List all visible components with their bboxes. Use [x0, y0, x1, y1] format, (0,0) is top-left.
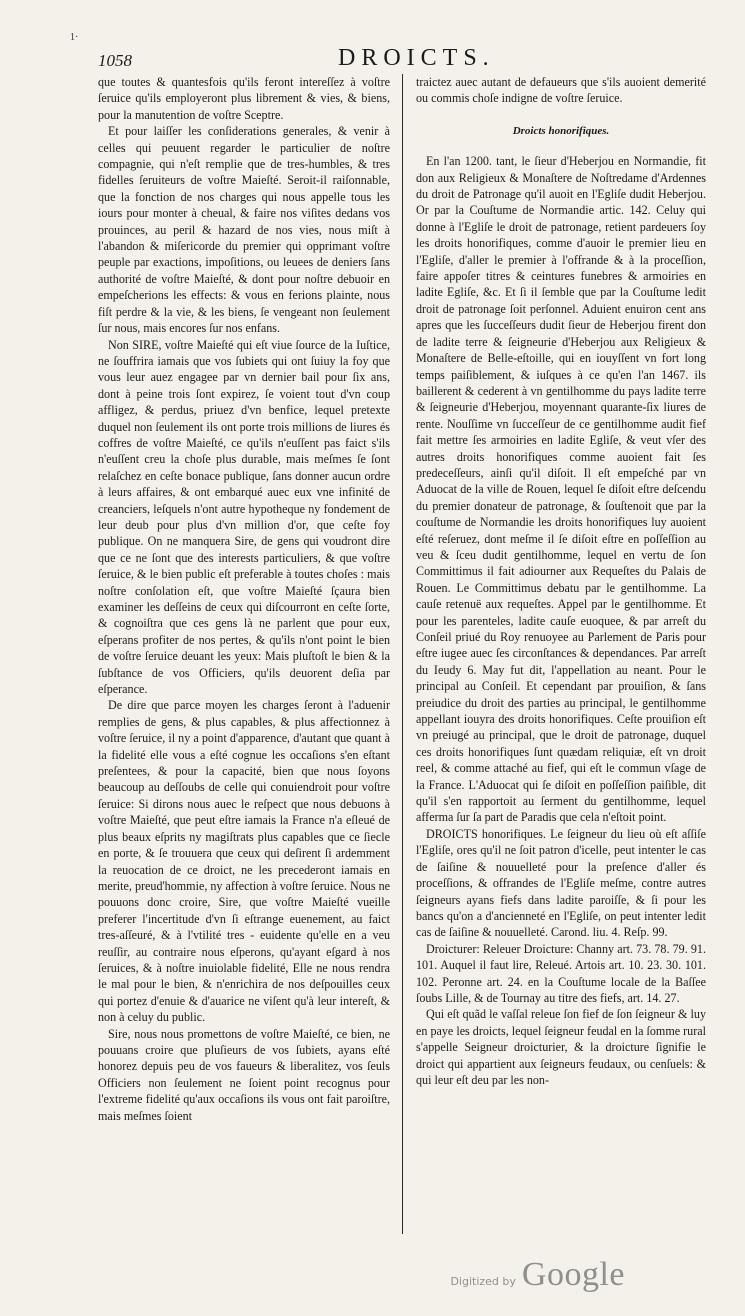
paragraph: Sire, nous nous promettons de voſtre Maieſté, ce bien, ne pouuans croire que pluſieurs de vos ſubiets, ayans eſté honorez depuis peu de vos faueurs & liberalitez, vos ſeuls Officiers non ſeulement ne ſoient point recognus pour l'extreme fidelité qu'aux occaſions ils vous ont fait paroiſtre, mais meſmes ſoient	[98, 1026, 390, 1123]
paragraph: Qui eſt quãd le vaſſal releue ſon fief de ſon ſeigneur & luy en paye les droicts, lequel ſeigneur feudal en la ſomme rural s'appelle Seigneur droicturier, & la droicture ſignifie le droict qui appartient aux ſeigneurs feudaux, ou cenſuels: & qui leur eſt deu par les non-	[416, 1007, 706, 1087]
column-divider	[402, 74, 403, 1234]
digitized-watermark	[450, 1256, 625, 1294]
paragraph: traictez auec autant de defaueurs que s'ils auoient demerité ou commis choſe indigne de voſtre ſeruice.	[416, 75, 706, 106]
page-number: 1058	[98, 51, 132, 70]
paragraph: Et pour laiſſer les conſiderations generales, & venir à celles qui peuuent regarder le particulier de noſtre compagnie, qui n'eſt remplie que de tres-humbles, & tres fidelles ſeruiteurs de voſtre Maieſté. Seroit-il raiſonnable, que la fonction de nos charges qui nous appelle tous les iours pour monter à cheual, & faire nos viſites dedans vos prouinces, au peril & hazard de nos vies, nous miſt à l'abandon & miſericorde du premier qui opprimant voſtre peuple par exactions, impoſitions, ou leuees de deniers ſans authorité de voſtre Maieſté, & dont pour noſtre debuoir en empeſcherions les effects: & vous en ferions plainte, nous fiſt perdre & la vie, & les biens, ſe vengeant non ſeulement ſur nous, mais encores ſur nos enfans.	[98, 124, 390, 336]
paragraph: Non SIRE, voſtre Maieſté qui eſt viue ſource de la Iuſtice, ne ſouffrira iamais que vos ſubiets qui ont ſuiuy la foy que vous leur auez engagee par vn dernier bail pour ſix ans, dont à peine trois ſont expirez, ſe voient tout d'vn coup affligez, & perdus, priuez d'vn benfice, lequel pretexte duquel non ſeulement ils ont porte trois millions de liures és coffres de voſtre Maieſté, ce qu'ils n'euſſent pas faict s'ils n'euſſent creu la choſe plus durable, mais meſmes ſe ſont relaſchez en ceſte bonace publique, ſans donner aucun ordre à leurs affaires, & ont embarqué auec eux vne infinité de creanciers, leſquels n'ont autre hypotheque ny fondement de leur deub pour plus d'vn million d'or, que ceſte foy publique. On ne manquera Sire, de gens qui voudront dire que ce ne ſont que des interests particuliers, & que voſtre ſeruice, & le bien public eſt preferable à toutes choſes : mais noſtre conſolation eſt, que voſtre Maieſté ſçaura bien examiner les deſſeins de ceux qui diſcourront en ceſte ſorte, & cognoiſtra que ces gens là ne parlent que pour eux, eſperans profiter de nos pertes, & qu'ils n'ont point le bien de voſtre ſeruice deuant les yeux: Mais pluſtoſt le bien & la ſubſtance de vos Officiers, qu'ils deuorent deſia par eſperance.	[98, 337, 390, 697]
running-title: DROICTS.	[338, 45, 495, 71]
left-column	[98, 74, 390, 1124]
paragraph: que toutes & quantesfois qu'ils feront intereſſez à voſtre ſeruice qu'ils employeront plus librement & vies, & biens, pour la manutention de voſtre Sceptre.	[98, 75, 390, 122]
paragraph: De dire que parce moyen les charges ſeront à l'aduenir remplies de gens, & plus capables, & plus affectionnez à voſtre ſeruice, il ny a point d'apparence, d'autant que quant à la fidelité elle vous a eſté cognue les occaſions s'en eſtant preſentees, & pour la capacité, bien que nous ſoyons beaucoup au deſſoubs de celle qui conuiendroit pour voſtre ſeruice: Si dirons nous auec le reſpect que nous debuons à voſtre Maieſté, que peut eſtre iamais la France n'a eſleué de plus beaux eſprits ny magiſtrats plus capables que ce ſiecle en porte, & ſe trouuera que ceux qui deſirent ſi ardemment la reuocation de ce droict, ne les precederont iamais en merite, preud'hommie, ny affection à voſtre ſeruice. Nous ne pouuons donc croire, Sire, que voſtre Maieſté vueille preferer l'incertitude d'vn ſi eſtrange euenement, au faict tres-aſſeuré, & à l'vtilité tres - euidente qu'elle en a veu reuſſir, au contraire nous eſperons, qu'ayant eſgard à nos ſeruices, & à noſtre inuiolable fidelité, Elle ne nous rendra le mal pour le bien, & n'enrichira de nos deſpouilles ceux qui portez d'enuie & d'auarice ne viſent qu'à leur intereſt, & non à celuy du public.	[98, 698, 390, 1025]
page-header	[98, 45, 698, 71]
right-column	[416, 74, 706, 1088]
google-logo: Google	[521, 1256, 625, 1293]
watermark-prefix: Digitized by	[450, 1275, 516, 1288]
paragraph: DROICTS honorifiques. Le ſeigneur du lieu où eſt aſſiſe l'Egliſe, ores qu'il ne ſoit patron d'icelle, peut intenter le cas de ſaiſine & nouuelleté pour la preſence d'aller és proceſſions, & offrandes de l'Egliſe meſme, contre autres ſeigneurs ayans fiefs dans ladite paroiſſe, & ſi pour les bancs qu'on a d'ancienneté en l'Egliſe, on peut intenter ledit cas de ſaiſine & nouuelleté. Carond. liu. 4. Reſp. 99.	[416, 826, 706, 940]
paragraph: En l'an 1200. tant, le ſieur d'Heberjou en Normandie, fit don aux Religieux & Monaſtere de Noſtredame d'Ardennes du droit de Patronage qu'il auoit en l'Egliſe dudit Heberjou. Or par la Couſtume de Normandie artic. 142. Celuy qui donne à l'Egliſe le droit de patronage, retient pardeuers ſoy les droits honorifiques, comme d'auoir le premier lieu en l'Egliſe, d'aller le premier à l'offrande & à la proceſſion, faire appoſer titres & ceintures funebres & armoiries en ladite Egliſe, &c. Et ſi il ſemble que par la Couſtume ledit droit de patronage ſoit perſonnel. Aduient enuiron cent ans apres que les ſucceſſeurs dudit ſieur de Heberjou firent don de ladite terre & ſeigneurie d'Heberjou aux Religieux & Monaſtere de Belle-eſtoille, qui en iouyſſent vn fort long temps paiſiblement, & iuſques à ce qu'en l'an 1467. ils baillerent & cederent à vn gentilhomme du pays ladite terre & ſeigneurie d'Heberjou, moyennant quarante-ſix liures de rente. Nouſſime vn ſucceſſeur de ce gentilhomme audit fief fait mettre ſes armoiries en ladite Egliſe, & veut vſer des autres droits honorifiques comme auoient fait ſes predeceſſeurs, ainſi qu'il diſoit. Il eſt empeſché par vn Aduocat de la ville de Rouen, lequel ſe diſoit eſtre deſcendu du premier donateur de patronage, & ſouſtenoit que par la couſtume de Normandie les droits honorifiques luy auoient eſté reſeruez, dont meſme il ſe diſoit eſtre en poſſeſſion au veu & ſceu dudit gentilhomme, lequel en vertu de ſon Committimus il fait adiourner aux Requeſtes du Palais de Rouen. Le Committimus debatu par le gentilhomme. La cauſe retenuë aux requeſtes. Appel par le gentilhomme. Et pour les parenteles, ladite cauſe euoquee, & par arreſt du Conſeil priué du Roy renuoyee au Parlement de Paris pour eſtre iugee auec ſes circonſtances & dependances. Par arreſt du Ieudy 6. May fut dit, l'appellation au neant. Pour le principal au Conſeil. Et cependant par prouiſion, & ſans preiudice du droit des parties au principal, le gentilhomme appellant iouyra des droits honorifiques. Ceſte prouiſion eſt vn preiugé au principal, que le droit de patronage, duquel ces droits honorifiques ſunt quædam reliquiæ, eſt vn droit reel, & comme attaché au fief, qui eſt le commun vſage de la France. L'Aduocat qui ſe diſoit en poſſeſſion paiſible, dit qu'il s'en rapportoit au ſerment du gentilhomme, lequel afferma ſur ſa part de Paradis que cela n'eſtoit point.	[416, 154, 706, 825]
margin-mark: 1·	[70, 32, 79, 43]
paragraph: Droicturer: Releuer Droicture: Channy art. 73. 78. 79. 91. 101. Auquel il faut lire, Releué. Artois art. 10. 23. 30. 101. 102. Peronne art. 24. en la Couſtume locale de la Baſſee ſoubs Lille, & de Tournay au titre des fiefs, art. 14. 27.	[416, 941, 706, 1005]
section-heading: Droicts honorifiques.	[512, 124, 610, 137]
